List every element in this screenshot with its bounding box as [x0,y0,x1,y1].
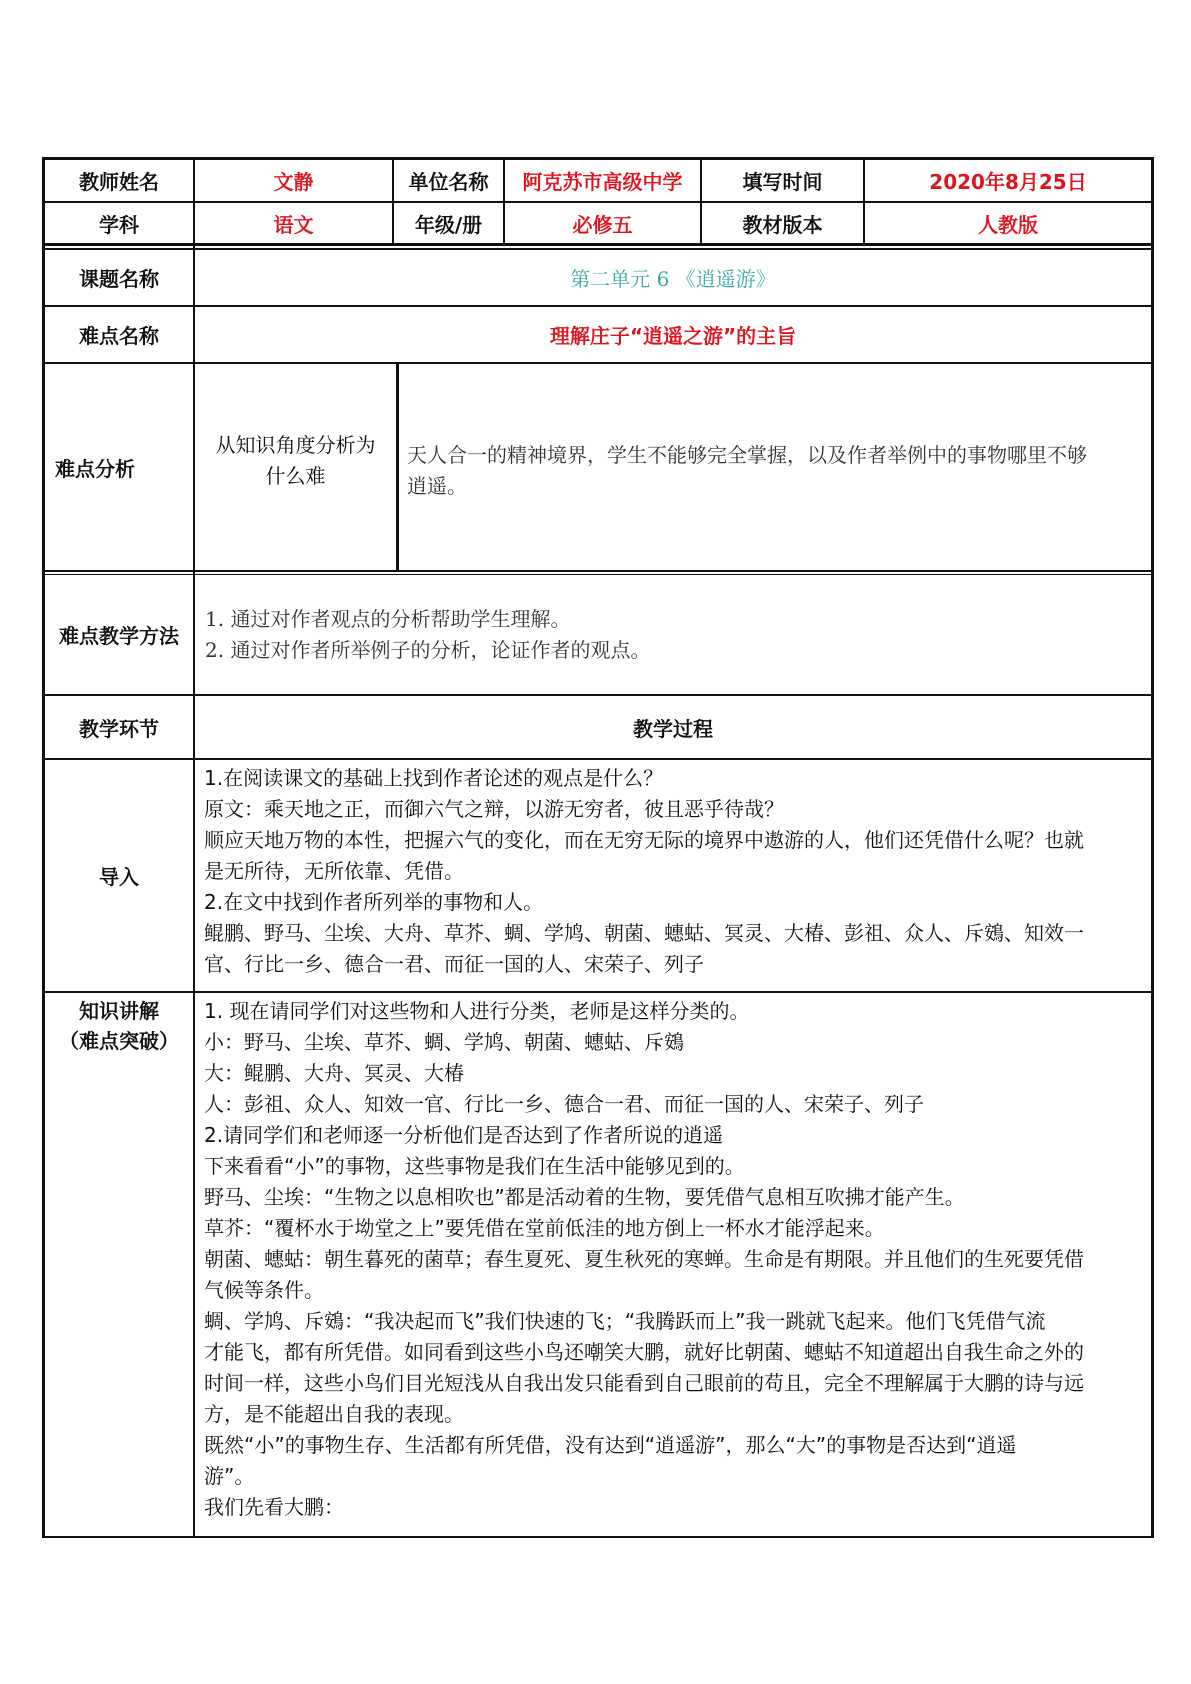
teacher-name-label: 教师姓名 [79,170,159,194]
analysis-text-line: 逍遥。 [407,474,467,498]
topic-value: 第二单元 6 《逍遥游》 [570,267,776,291]
knowledge-line: 下来看看“小”的事物，这些事物是我们在生活中能够见到的。 [204,1154,745,1178]
intro-line: 2.在文中找到作者所列举的事物和人。 [204,890,544,914]
knowledge-line: 蜩、学鸠、斥鴳：“我决起而飞”我们快速的飞；“我腾跃而上”我一跳就飞起来。他们飞凭借气流 [204,1309,1046,1333]
knowledge-line: 才能飞，都有所凭借。如同看到这些小鸟还嘲笑大鹏，就好比朝菌、蟪蛄不知道超出自我生命之外的 [204,1340,1084,1364]
grid-line [42,570,1153,572]
intro-line: 鲲鹏、野马、尘埃、大舟、草芥、蜩、学鸠、朝菌、蟪蛄、冥灵、大椿、彭祖、众人、斥鴳、知效一 [204,921,1084,945]
knowledge-line: 草芥：“覆杯水于坳堂之上”要凭借在堂前低洼的地方倒上一杯水才能浮起来。 [204,1216,885,1240]
knowledge-line: 时间一样，这些小鸟们目光短浅从自我出发只能看到自己眼前的苟且，完全不理解属于大鹏的诗与远 [204,1371,1084,1395]
process-header-title: 教学过程 [633,716,713,741]
intro-line: 官、行比一乡、德合一君、而征一国的人、宋荣子、列子 [204,952,704,976]
subject-value: 语文 [273,212,314,237]
intro-line: 1.在阅读课文的基础上找到作者论述的观点是什么？ [204,766,664,790]
analysis-label: 难点分析 [55,456,135,481]
grid-line [396,362,399,572]
grid-line [42,1536,1153,1538]
method-label: 难点教学方法 [59,624,179,648]
unit-name-value: 阿克苏市高级中学 [522,170,683,194]
knowledge-line: 小：野马、尘埃、草芥、蜩、学鸠、朝菌、蟪蛄、斥鴳 [204,1030,684,1054]
edition-label: 教材版本 [742,212,823,237]
grid-line [42,243,1153,246]
grid-line [42,574,1153,575]
fill-time-label: 填写时间 [742,170,823,194]
grid-line [42,362,1153,364]
process-section-label: 教学环节 [79,716,159,741]
knowledge-line: 气候等条件。 [204,1278,324,1302]
analysis-sub-label [195,430,396,492]
teacher-name-value: 文静 [273,170,314,194]
analysis-text [407,440,1147,502]
knowledge-line: 2.请同学们和老师逐一分析他们是否达到了作者所说的逍遥 [204,1123,724,1147]
knowledge-content [204,996,1148,1523]
edition-value: 人教版 [978,212,1038,237]
fill-time-value: 2020年8月25日 [929,170,1087,194]
method-item: 1. 通过对作者观点的分析帮助学生理解。 [205,607,571,631]
difficulty-label: 难点名称 [79,324,159,348]
knowledge-line: 我们先看大鹏： [204,1495,344,1519]
analysis-text-line: 天人合一的精神境界，学生不能够完全掌握，以及作者举例中的事物哪里不够 [407,443,1087,467]
unit-name-label: 单位名称 [408,170,489,194]
analysis-sub-label-line: 什么难 [265,464,326,488]
intro-label: 导入 [99,865,139,889]
difficulty-value: 理解庄子“逍遥之游”的主旨 [549,324,797,348]
knowledge-line: 人：彭祖、众人、知效一官、行比一乡、德合一君、而征一国的人、宋荣子、列子 [204,1092,924,1116]
knowledge-line: 朝菌、蟪蛄：朝生暮死的菌草；春生夏死、夏生秋死的寒蝉。生命是有期限。并且他们的生死要凭借 [204,1247,1084,1271]
knowledge-line: 1. 现在请同学们对这些物和人进行分类，老师是这样分类的。 [204,999,750,1023]
topic-label: 课题名称 [79,267,159,291]
knowledge-line: 野马、尘埃：“生物之以息相吹也”都是活动着的生物，要凭借气息相互吹拂才能产生。 [204,1185,965,1209]
grade-value: 必修五 [572,212,633,237]
grid-line [193,157,195,1538]
intro-line: 顺应天地万物的本性，把握六气的变化，而在无穷无际的境界中遨游的人，他们还凭借什么呢？也就 [204,828,1084,852]
knowledge-label-line: 知识讲解 [79,999,159,1023]
subject-label: 学科 [99,212,139,237]
intro-line: 是无所待，无所依靠、凭借。 [204,859,464,883]
method-list [205,604,1145,666]
knowledge-line: 既然“小”的事物生存、生活都有所凭借，没有达到“逍遥游”，那么“大”的事物是否达到“逍遥 [204,1433,1017,1457]
intro-content [204,763,1148,980]
analysis-sub-label-line: 从知识角度分析为 [215,433,376,457]
grid-line [42,758,1153,760]
intro-line: 原文：乘天地之正，而御六气之辩，以游无穷者，彼且恶乎待哉？ [204,797,784,821]
knowledge-line: 方，是不能超出自我的表现。 [204,1402,464,1426]
knowledge-line: 游”。 [204,1464,255,1488]
knowledge-line: 大：鲲鹏、大舟、冥灵、大椿 [204,1061,464,1085]
knowledge-label [45,996,193,1056]
method-item: 2. 通过对作者所举例子的分析，论证作者的观点。 [205,638,651,662]
knowledge-label-line: （难点突破） [59,1029,179,1053]
grade-label: 年级/册 [414,212,483,237]
grid-line [42,991,1153,993]
grid-line [1151,157,1154,1538]
